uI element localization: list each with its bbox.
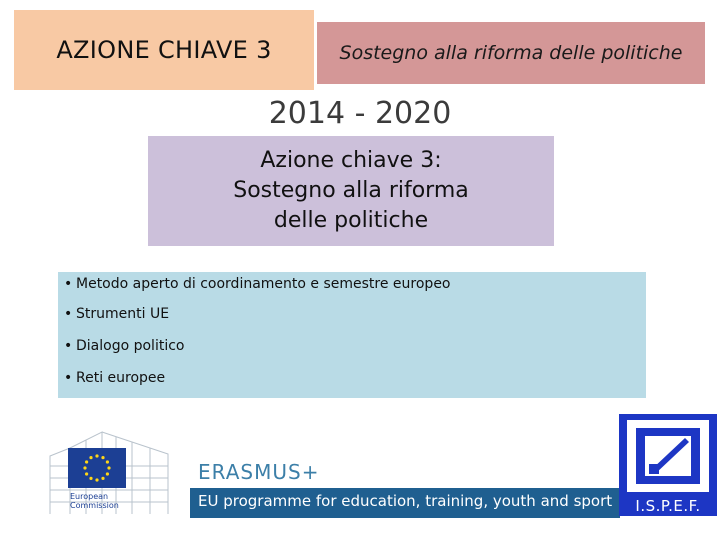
ec-label: Commission: [70, 501, 119, 510]
eu-flag-icon: [68, 448, 126, 488]
measures-list: [58, 272, 646, 398]
bullet-icon: •: [64, 370, 73, 386]
summary-line: delle politiche: [273, 208, 429, 233]
list-item-text: Strumenti UE: [76, 306, 170, 322]
ispef-emblem-icon: [619, 414, 717, 498]
summary-line: Sostegno alla riforma: [233, 178, 469, 203]
list-item-text: Dialogo politico: [76, 338, 185, 354]
ispef-logo: [619, 414, 717, 516]
action-title-box: [14, 10, 314, 90]
action-subtitle: Sostegno alla riforma delle politiche: [339, 42, 683, 64]
action-subtitle-box: [317, 22, 705, 84]
eu-programme-tagline: EU programme for education, training, youth and sport: [198, 492, 613, 510]
bullet-icon: •: [64, 276, 73, 292]
list-item-text: Reti europee: [76, 370, 166, 386]
berlaymont-building-icon: [40, 426, 174, 518]
summary-line: Azione chiave 3:: [260, 148, 442, 173]
period-heading: 2014 - 2020: [268, 96, 452, 131]
list-item: [64, 370, 165, 386]
action-title: AZIONE CHIAVE 3: [56, 36, 272, 64]
ec-label: European: [70, 492, 109, 501]
summary-box: [148, 136, 554, 246]
list-item: [64, 338, 184, 354]
erasmus-logo-text: ERASMUS+: [198, 460, 320, 484]
bullet-icon: •: [64, 338, 73, 354]
ispef-label: I.S.P.E.F.: [635, 497, 701, 515]
list-item: [64, 306, 169, 322]
list-item-text: Metodo aperto di coordinamento e semestre europeo: [76, 276, 451, 292]
list-item: [64, 276, 451, 292]
european-commission-logo: [40, 426, 174, 518]
bullet-icon: •: [64, 306, 73, 322]
